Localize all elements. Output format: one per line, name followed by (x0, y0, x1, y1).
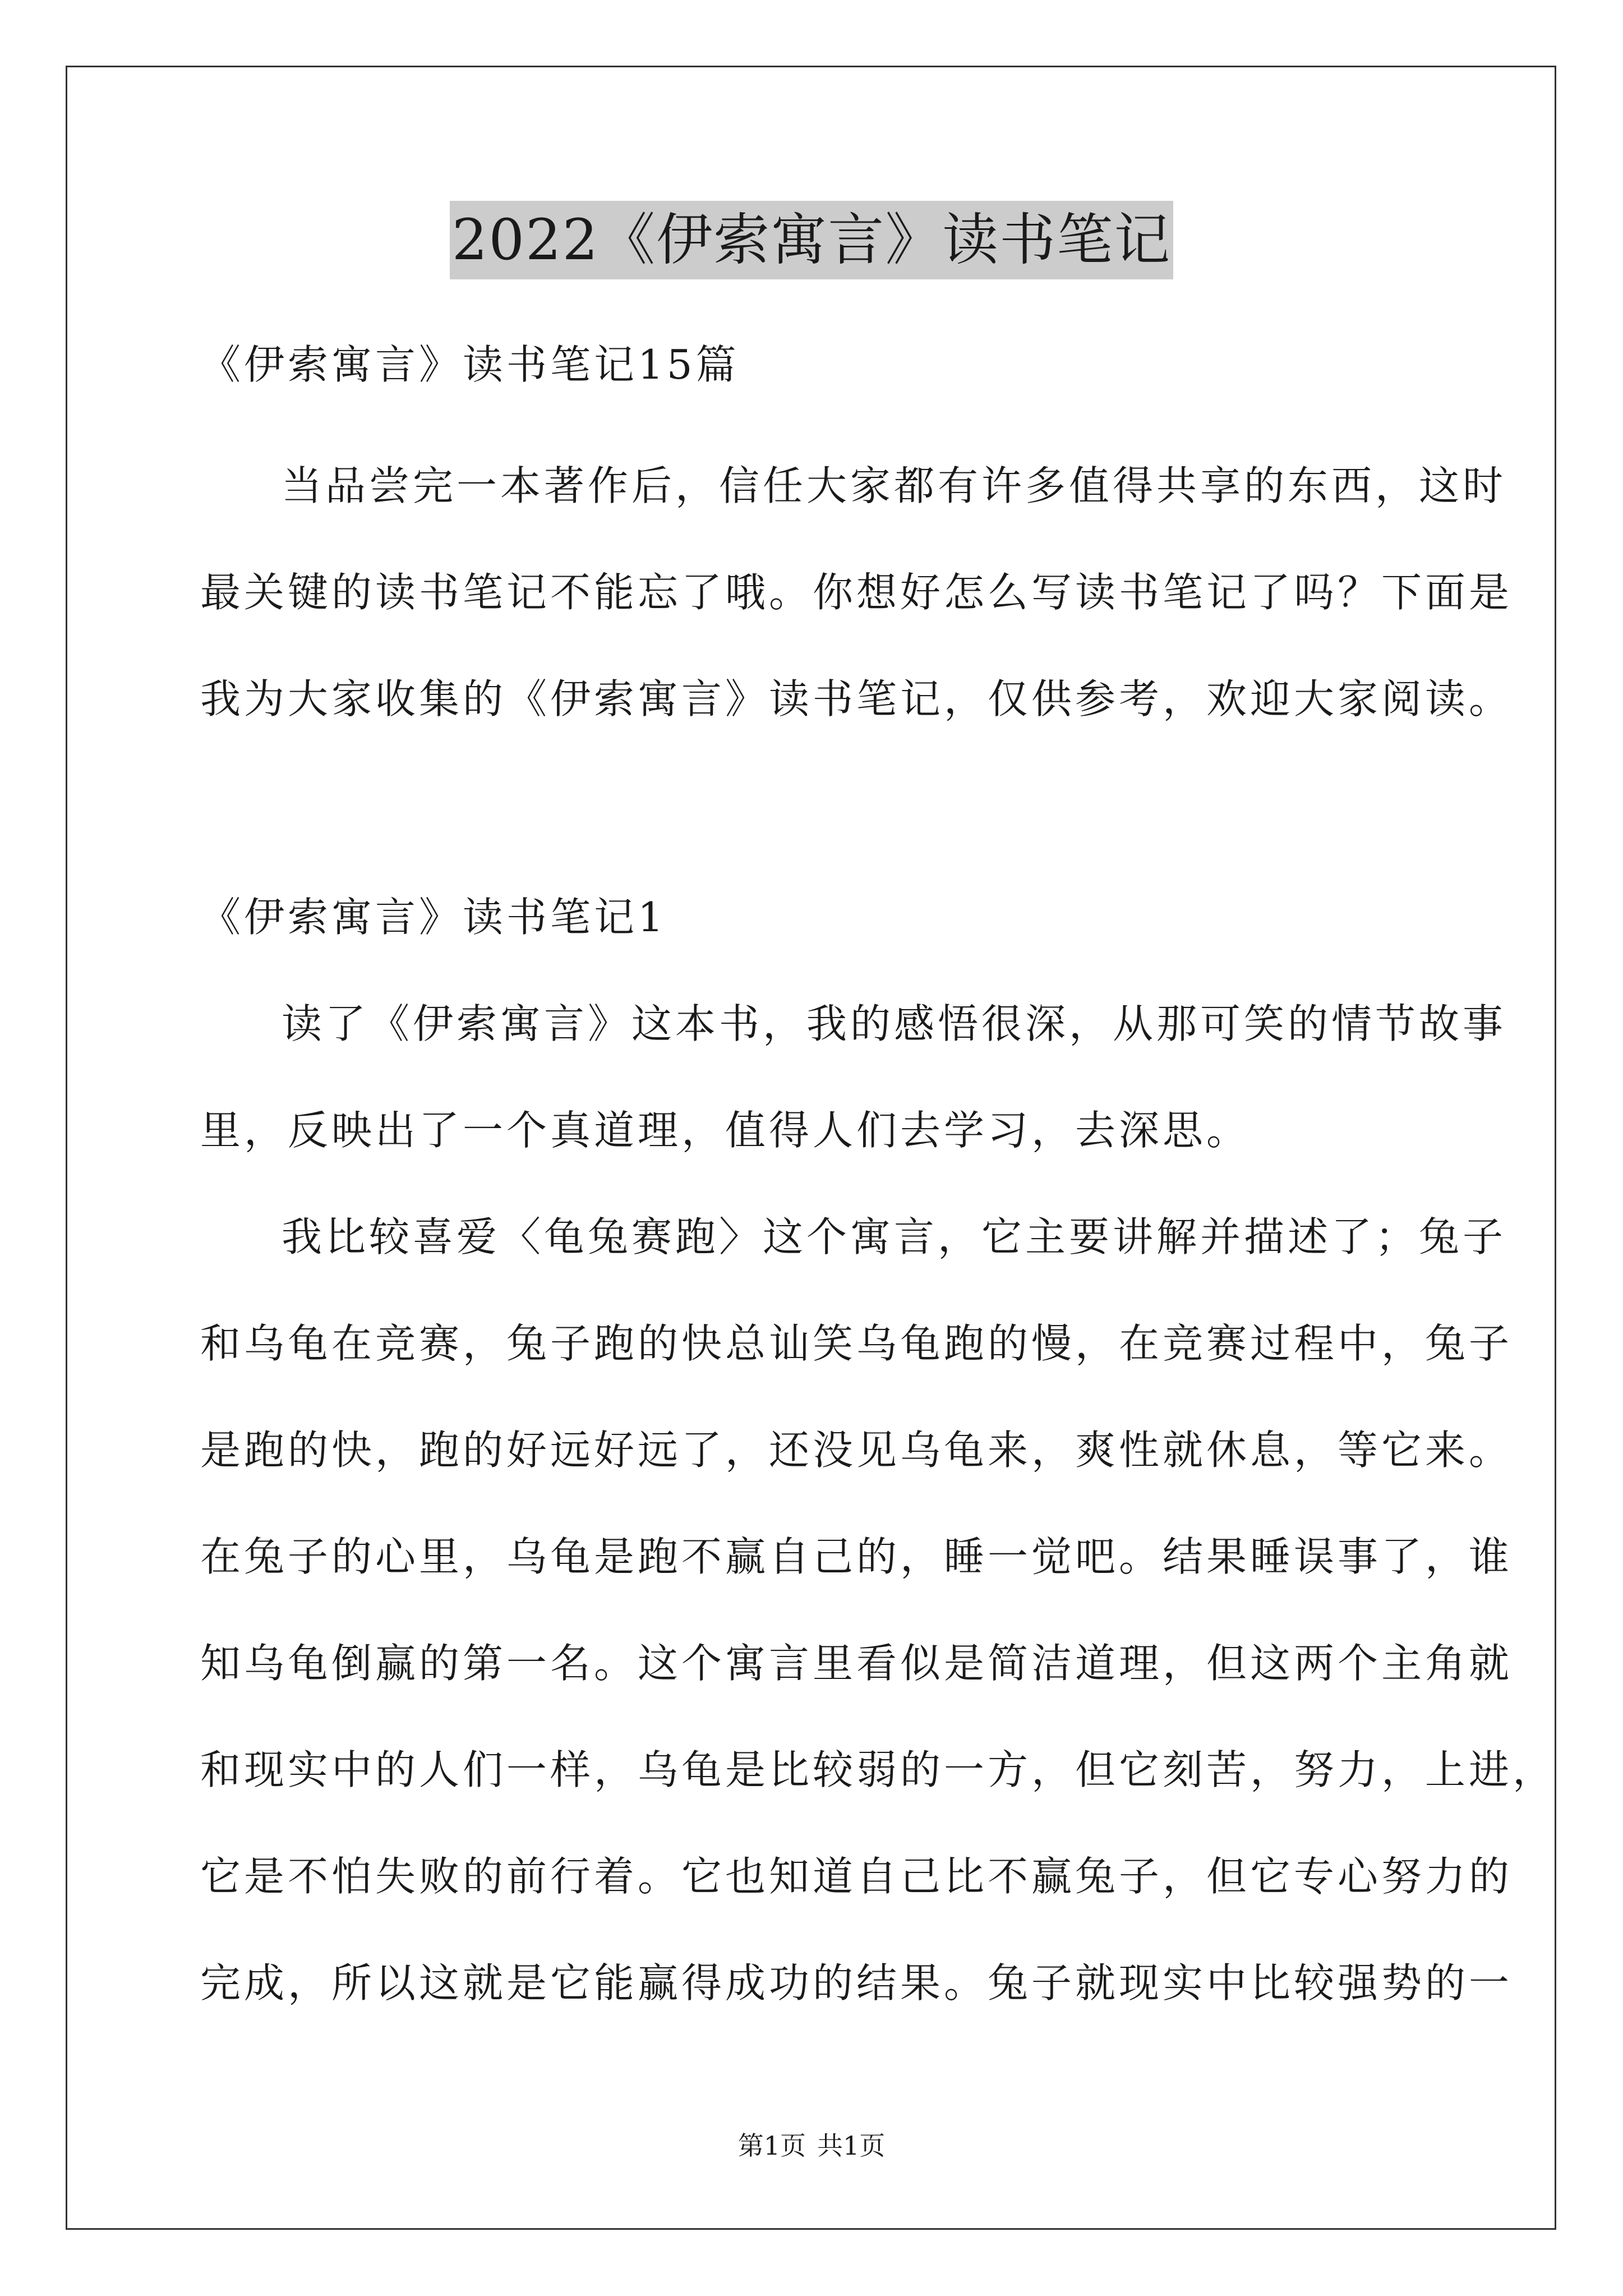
paragraph-line: 是跑的快，跑的好远好远了，还没见乌龟来，爽性就休息，等它来。 (200, 1427, 1513, 1474)
paragraph-line: 完成，所以这就是它能赢得成功的结果。兔子就现实中比较强势的一 (200, 1959, 1513, 2007)
intro-line: 当品尝完一本著作后，信任大家都有许多值得共享的东西，这时 (282, 462, 1507, 509)
paragraph-line: 和乌龟在竞赛，兔子跑的快总讪笑乌龟跑的慢，在竞赛过程中，兔子 (200, 1320, 1513, 1367)
paragraph-line: 和现实中的人们一样，乌龟是比较弱的一方，但它刻苦，努力，上进， (200, 1746, 1557, 1793)
section-heading: 《伊索寓言》读书笔记1 (200, 894, 667, 941)
paragraph-line: 里，反映出了一个真道理，值得人们去学习，去深思。 (200, 1107, 1251, 1154)
document-title-text: 2022《伊索寓言》读书笔记 (450, 201, 1174, 279)
paragraph-line: 它是不怕失败的前行着。它也知道自己比不赢兔子，但它专心努力的 (200, 1853, 1513, 1900)
page-number-current: 第1页 (737, 2131, 806, 2161)
page-number-total: 共1页 (817, 2131, 886, 2161)
intro-line: 最关键的读书笔记不能忘了哦。你想好怎么写读书笔记了吗？下面是 (200, 569, 1513, 616)
intro-line: 我为大家收集的《伊索寓言》读书笔记，仅供参考，欢迎大家阅读。 (200, 675, 1513, 723)
paragraph-line: 读了《伊索寓言》这本书，我的感悟很深，从那可笑的情节故事 (282, 1000, 1507, 1047)
document-subtitle: 《伊索寓言》读书笔记15篇 (200, 341, 740, 388)
paragraph-line: 知乌龟倒赢的第一名。这个寓言里看似是简洁道理，但这两个主角就 (200, 1640, 1513, 1687)
paragraph-line: 我比较喜爱〈龟兔赛跑〉这个寓言，它主要讲解并描述了；兔子 (282, 1213, 1507, 1260)
page-footer (0, 2129, 1623, 2162)
document-title (0, 201, 1623, 279)
paragraph-line: 在兔子的心里，乌龟是跑不赢自己的，睡一觉吧。结果睡误事了，谁 (200, 1533, 1513, 1580)
